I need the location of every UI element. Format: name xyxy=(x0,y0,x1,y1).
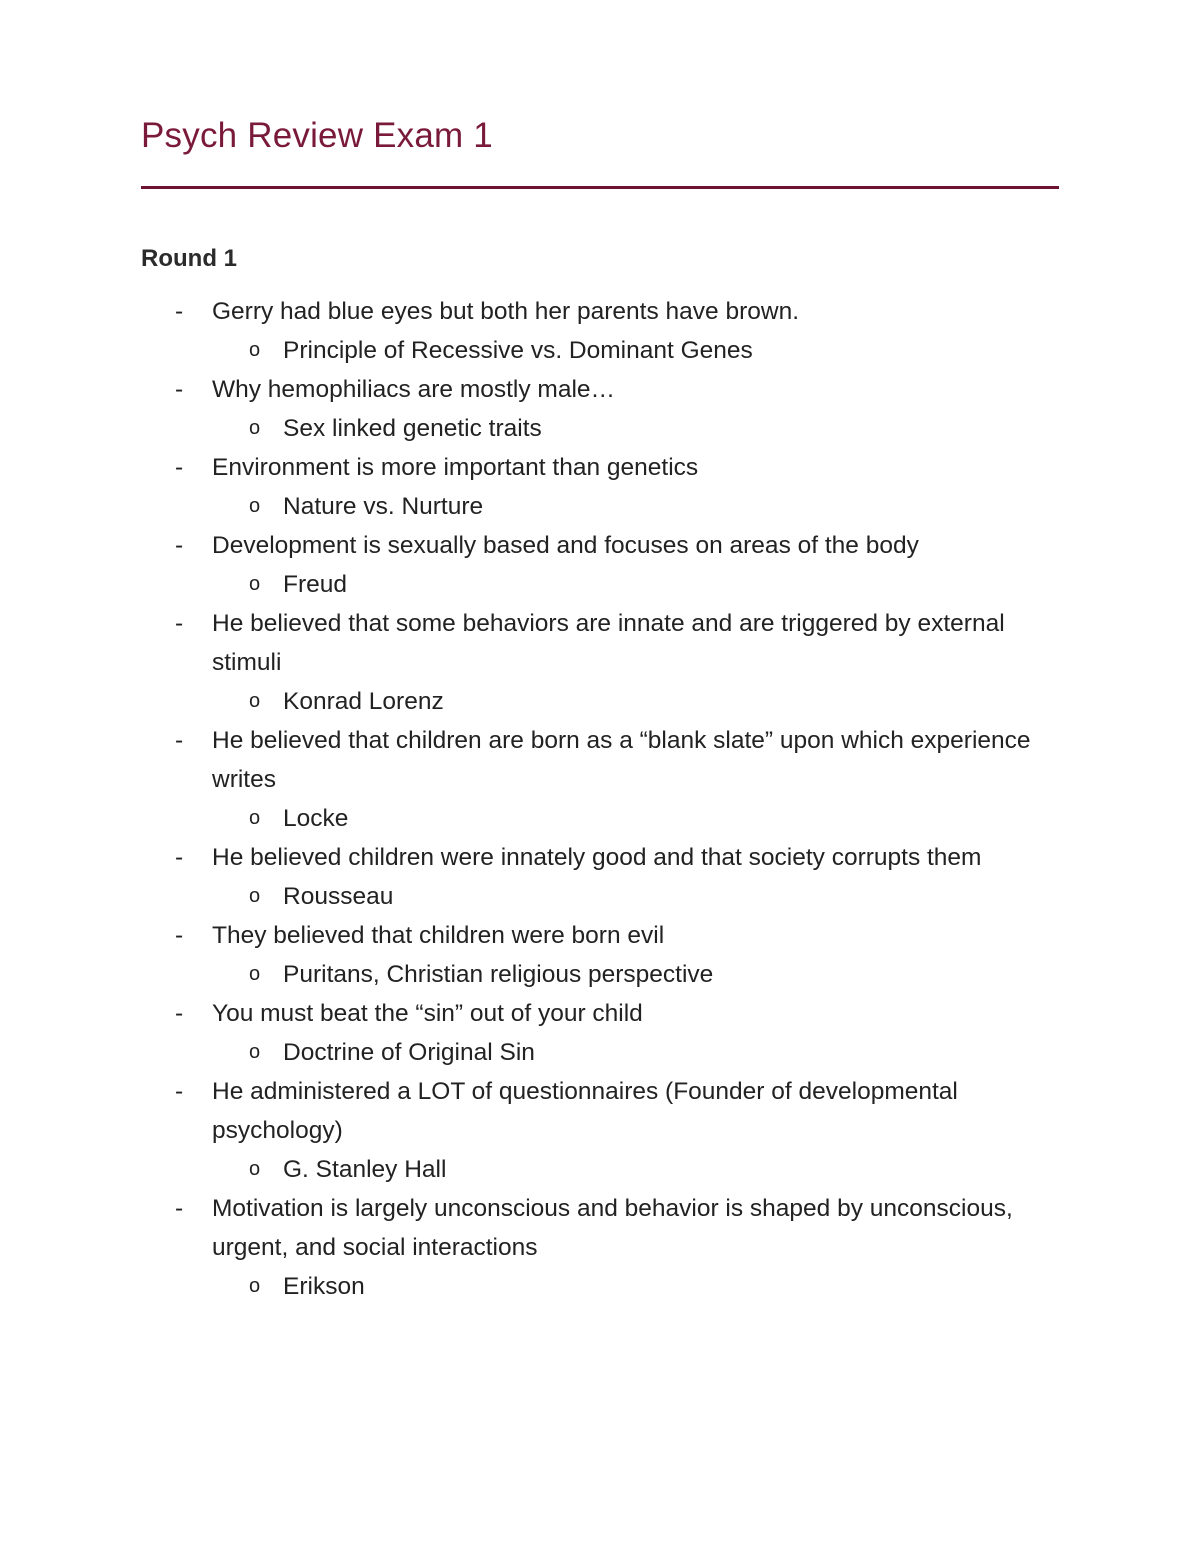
question-text: Why hemophiliacs are mostly male… xyxy=(212,376,616,403)
question-text: You must beat the “sin” out of your child xyxy=(212,1000,643,1027)
answer-text: Locke xyxy=(283,805,349,832)
dash-bullet: - xyxy=(175,610,184,637)
circle-bullet: o xyxy=(249,690,261,712)
answer-row xyxy=(0,487,1200,526)
question-text: Development is sexually based and focuses on areas of the body xyxy=(212,532,919,559)
list-item xyxy=(0,1189,1200,1306)
circle-bullet: o xyxy=(249,1158,261,1180)
question-text: Gerry had blue eyes but both her parents have brown. xyxy=(212,298,799,325)
dash-bullet: - xyxy=(175,727,184,754)
answer-row xyxy=(0,409,1200,448)
dash-bullet: - xyxy=(175,454,184,481)
question-row xyxy=(0,604,1200,682)
answer-row xyxy=(0,799,1200,838)
answer-row xyxy=(0,565,1200,604)
answer-text: G. Stanley Hall xyxy=(283,1156,447,1183)
circle-bullet: o xyxy=(249,495,261,517)
dash-bullet: - xyxy=(175,844,184,871)
answer-text: Freud xyxy=(283,571,348,598)
document-title: Psych Review Exam 1 xyxy=(141,116,493,155)
answer-row xyxy=(0,955,1200,994)
question-row xyxy=(0,448,1200,487)
section-heading: Round 1 xyxy=(141,245,237,272)
list-item xyxy=(0,721,1200,838)
dash-bullet: - xyxy=(175,1078,184,1105)
answer-row xyxy=(0,331,1200,370)
question-text: He believed that children are born as a “blank slate” upon which experience writes xyxy=(212,727,1031,793)
answer-row xyxy=(0,1150,1200,1189)
list-item xyxy=(0,370,1200,448)
list-item xyxy=(0,1072,1200,1189)
question-text: He administered a LOT of questionnaires (Founder of developmental psychology) xyxy=(212,1078,958,1144)
answer-text: Principle of Recessive vs. Dominant Genes xyxy=(283,337,753,364)
question-text: Environment is more important than genetics xyxy=(212,454,699,481)
list-item xyxy=(0,916,1200,994)
list-item xyxy=(0,994,1200,1072)
answer-text: Rousseau xyxy=(283,883,394,910)
question-row xyxy=(0,916,1200,955)
circle-bullet: o xyxy=(249,885,261,907)
answer-text: Konrad Lorenz xyxy=(283,688,444,715)
answer-row xyxy=(0,1267,1200,1306)
dash-bullet: - xyxy=(175,922,184,949)
list-item xyxy=(0,838,1200,916)
list-item xyxy=(0,292,1200,370)
answer-text: Puritans, Christian religious perspective xyxy=(283,961,714,988)
answer-row xyxy=(0,1033,1200,1072)
list-item xyxy=(0,604,1200,721)
answer-text: Sex linked genetic traits xyxy=(283,415,542,442)
question-row xyxy=(0,1072,1200,1150)
question-row xyxy=(0,838,1200,877)
title-underline xyxy=(141,186,1059,189)
question-text: They believed that children were born evil xyxy=(212,922,665,949)
circle-bullet: o xyxy=(249,807,261,829)
question-row xyxy=(0,994,1200,1033)
circle-bullet: o xyxy=(249,963,261,985)
question-answer-list xyxy=(0,292,1200,1306)
list-item xyxy=(0,448,1200,526)
dash-bullet: - xyxy=(175,1000,184,1027)
question-row xyxy=(0,1189,1200,1267)
answer-text: Erikson xyxy=(283,1273,365,1300)
question-text: He believed that some behaviors are innate and are triggered by external stimuli xyxy=(212,610,1005,676)
list-item xyxy=(0,526,1200,604)
dash-bullet: - xyxy=(175,298,184,325)
question-text: He believed children were innately good and that society corrupts them xyxy=(212,844,982,871)
circle-bullet: o xyxy=(249,573,261,595)
question-row xyxy=(0,721,1200,799)
circle-bullet: o xyxy=(249,417,261,439)
circle-bullet: o xyxy=(249,1041,261,1063)
circle-bullet: o xyxy=(249,339,261,361)
question-row xyxy=(0,526,1200,565)
question-row xyxy=(0,292,1200,331)
answer-row xyxy=(0,877,1200,916)
dash-bullet: - xyxy=(175,532,184,559)
answer-text: Nature vs. Nurture xyxy=(283,493,484,520)
answer-row xyxy=(0,682,1200,721)
circle-bullet: o xyxy=(249,1275,261,1297)
answer-text: Doctrine of Original Sin xyxy=(283,1039,535,1066)
question-row xyxy=(0,370,1200,409)
question-text: Motivation is largely unconscious and behavior is shaped by unconscious, urgent, and social interactions xyxy=(212,1195,1013,1261)
dash-bullet: - xyxy=(175,1195,184,1222)
dash-bullet: - xyxy=(175,376,184,403)
